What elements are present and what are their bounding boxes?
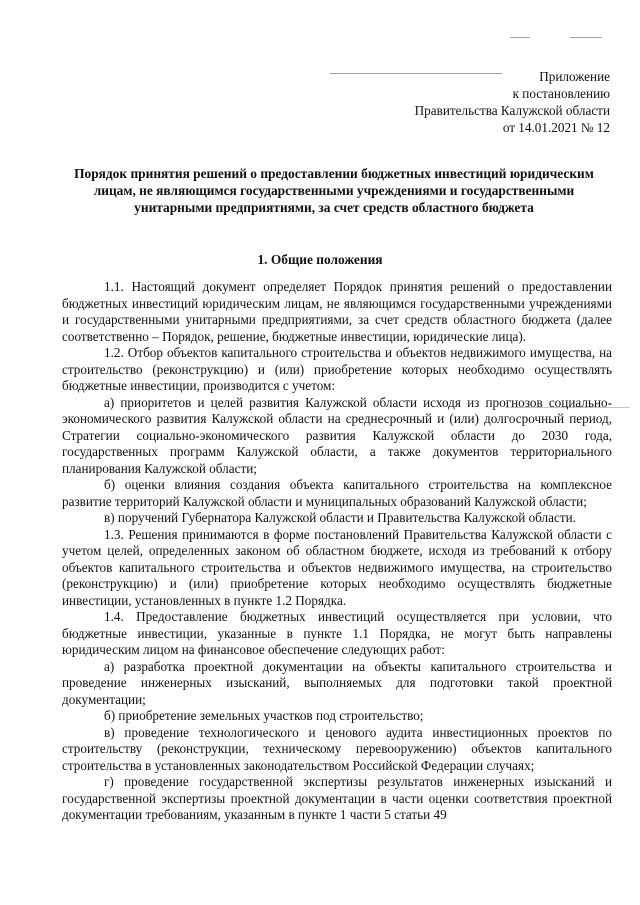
paragraph: 1.3. Решения принимаются в форме постановлений Правительства Калужской области с учетом целей, определенных законом об областном бюджете, исходя из требований к отбору объектов капитального строительства и объектов недвижимого имущества, на строительство (реконструкцию) и (или) приобретение которых необходимо осуществлять бюджетные инвестиции, установленных в пункте 1.2 Порядка. <box>62 526 612 608</box>
section-heading: 1. Общие положения <box>257 252 383 267</box>
document-body <box>62 279 612 824</box>
paragraph: б) приобретение земельных участков под строительство; <box>104 708 424 723</box>
appendix-line: от 14.01.2021 № 12 <box>502 120 610 135</box>
paragraph: 1.4. Предоставление бюджетных инвестиций осуществляется при условии, что бюджетные инвестиции, указанные в пункте 1.1 Порядка, не могут быть направлены юридическим лицом на финансовое обеспечение следующих работ: <box>62 609 612 657</box>
paragraph: в) поручений Губернатора Калужской области и Правительства Калужской области. <box>104 510 576 525</box>
paragraph: а) разработка проектной документации на объекты капитального строительства и проведение инженерных изысканий, выполняемых для подготовки такой проектной документации; <box>62 658 612 707</box>
paragraph: а) приоритетов и целей развития Калужской области исходя из прогнозов социально-экономического развития Калужской области на среднесрочный и (или) долгосрочный период, Стратегии социально-экономического развития Калужской области до 2030 года, государственных программ Калужской области, а также документов территориального планирования Калужской области; <box>62 394 612 476</box>
document-title: Порядок принятия решений о предоставлении бюджетных инвестиций юридическим лицам, не являющимся государственными учреждениями и государственными унитарными предприятиями, за счет средств областного бюджета <box>74 166 594 215</box>
paragraph: 1.1. Настоящий документ определяет Порядок принятия решений о предоставлении бюджетных инвестиций юридическим лицам, не являющимся государственными учреждениями и государственными унитарными предприятиями, за счет средств областного бюджета (далее соответственно – Порядок, решение, бюджетные инвестиции, юридические лица). <box>62 279 612 344</box>
appendix-line: к постановлению <box>512 86 610 101</box>
paragraph: 1.2. Отбор объектов капитального строительства и объектов недвижимого имущества, на строительство (реконструкцию) и (или) приобретение которых необходимо осуществлять бюджетные инвестиции, производится с учетом: <box>62 345 612 393</box>
scan-artifact-line <box>570 37 602 38</box>
appendix-line: Правительства Калужской области <box>414 103 610 118</box>
paragraph: в) проведение технологического и ценового аудита инвестиционных проектов по строительству (реконструкции, техническому перевооружению) объектов капитального строительства в установленных законодательством Российской Федерации случаях; <box>62 724 612 773</box>
appendix-line: Приложение <box>539 69 610 84</box>
paragraph: б) оценки влияния создания объекта капитального строительства на комплексное развитие территорий Калужской области и муниципальных образований Калужской области; <box>62 477 612 509</box>
paragraph: г) проведение государственной экспертизы результатов инженерных изысканий и государственной экспертизы проектной документации в части оценки соответствия проектной документации требованиям, указанным в пункте 1 части 5 статьи 49 <box>62 774 612 822</box>
scan-artifact-line <box>510 37 530 38</box>
appendix-note <box>415 68 610 136</box>
